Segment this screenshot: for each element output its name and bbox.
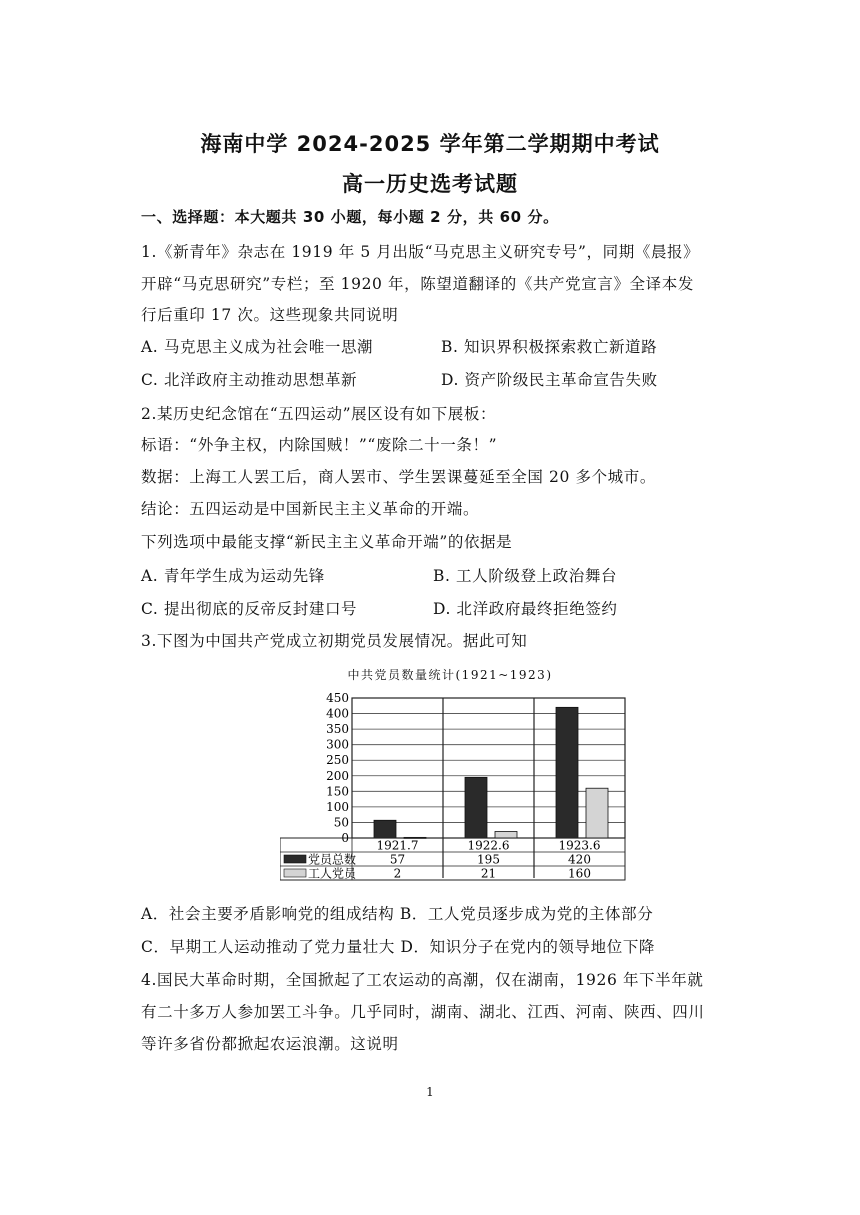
table-value: 420: [568, 852, 591, 867]
bar-worker-3: [586, 788, 608, 838]
q1-option-c[interactable]: C. 北洋政府主动推动思想革新: [141, 371, 358, 389]
legend-swatch-2: [284, 869, 306, 877]
q1-option-a[interactable]: A. 马克思主义成为社会唯一思潮: [141, 338, 374, 356]
q2-stem-line-1: 2.某历史纪念馆在“五四运动”展区设有如下展板：: [141, 405, 497, 423]
q2-option-a[interactable]: A. 青年学生成为运动先锋: [141, 567, 325, 585]
y-tick-label: 250: [326, 753, 349, 768]
q2-slogan: 标语：“外争主权，内除国贼！”“废除二十一条！”: [141, 436, 498, 454]
y-tick-label: 300: [326, 737, 349, 752]
legend-label-1: 党员总数: [308, 852, 357, 867]
bar-total-3: [556, 707, 578, 838]
bar-total-1: [374, 820, 396, 838]
q2-question: 下列选项中最能支撑“新民主主义革命开端”的依据是: [141, 533, 513, 551]
q2-option-b[interactable]: B. 工人阶级登上政治舞台: [433, 567, 618, 585]
exam-subtitle: 高一历史选考试题: [342, 172, 518, 196]
q2-conclusion: 结论：五四运动是中国新民主主义革命的开端。: [141, 500, 480, 518]
table-value: 2: [393, 866, 402, 881]
q2-option-d[interactable]: D. 北洋政府最终拒绝签约: [433, 600, 618, 618]
x-category-label: 1921.7: [376, 838, 419, 853]
y-tick-label: 100: [326, 799, 349, 814]
y-tick-label: 400: [326, 706, 349, 721]
q2-option-c[interactable]: C. 提出彻底的反帝反封建口号: [141, 600, 358, 618]
q4-stem-line-3: 等许多省份都掀起农运浪潮。这说明: [141, 1035, 399, 1053]
q1-stem-line-2: 开辟“马克思研究”专栏；至 1920 年，陈望道翻译的《共产党宣言》全译本发: [141, 275, 694, 293]
table-value: 160: [568, 866, 591, 881]
q1-stem-line-3: 行后重印 17 次。这些现象共同说明: [141, 306, 399, 324]
x-category-label: 1923.6: [558, 838, 601, 853]
x-category-label: 1922.6: [467, 838, 510, 853]
legend-label-2: 工人党员: [308, 866, 357, 881]
page-number: 1: [426, 1085, 434, 1099]
plot-frame: [352, 698, 625, 838]
chart-title: 中共党员数量统计(1921~1923): [347, 668, 553, 682]
table-value: 21: [480, 866, 497, 881]
party-members-chart: [280, 688, 630, 888]
exam-title: 海南中学 2024-2025 学年第二学期期中考试: [200, 132, 660, 156]
q2-data: 数据：上海工人罢工后，商人罢市、学生罢课蔓延至全国 20 多个城市。: [141, 468, 656, 486]
table-value: 57: [389, 852, 406, 867]
q3-option-ab[interactable]: A．社会主要矛盾影响党的组成结构 B．工人党员逐步成为党的主体部分: [141, 905, 654, 923]
legend-swatch-1: [284, 855, 306, 863]
y-tick-label: 150: [326, 784, 349, 799]
y-tick-label: 50: [333, 815, 349, 830]
section-heading: 一、选择题：本大题共 30 小题，每小题 2 分，共 60 分。: [141, 208, 559, 226]
y-tick-label: 350: [326, 722, 349, 737]
q1-stem-line-1: 1.《新青年》杂志在 1919 年 5 月出版“马克思主义研究专号”，同期《晨报》: [141, 243, 700, 261]
q4-stem-line-1: 4.国民大革命时期，全国掀起了工农运动的高潮，仅在湖南，1926 年下半年就: [141, 971, 704, 989]
q3-option-cd[interactable]: C．早期工人运动推动了党力量壮大 D．知识分子在党内的领导地位下降: [141, 938, 656, 956]
q1-option-d[interactable]: D. 资产阶级民主革命宣告失败: [441, 371, 658, 389]
bar-total-2: [465, 777, 487, 838]
table-value: 195: [477, 852, 500, 867]
q4-stem-line-2: 有二十多万人参加罢工斗争。几乎同时，湖南、湖北、江西、河南、陕西、四川: [141, 1003, 705, 1021]
y-tick-label: 450: [326, 691, 349, 705]
bar-worker-2: [495, 831, 517, 838]
q3-stem: 3.下图为中国共产党成立初期党员发展情况。据此可知: [141, 632, 528, 650]
q1-option-b[interactable]: B. 知识界积极探索救亡新道路: [441, 338, 658, 356]
y-tick-label: 200: [326, 768, 349, 783]
y-tick-label: 0: [341, 831, 349, 845]
